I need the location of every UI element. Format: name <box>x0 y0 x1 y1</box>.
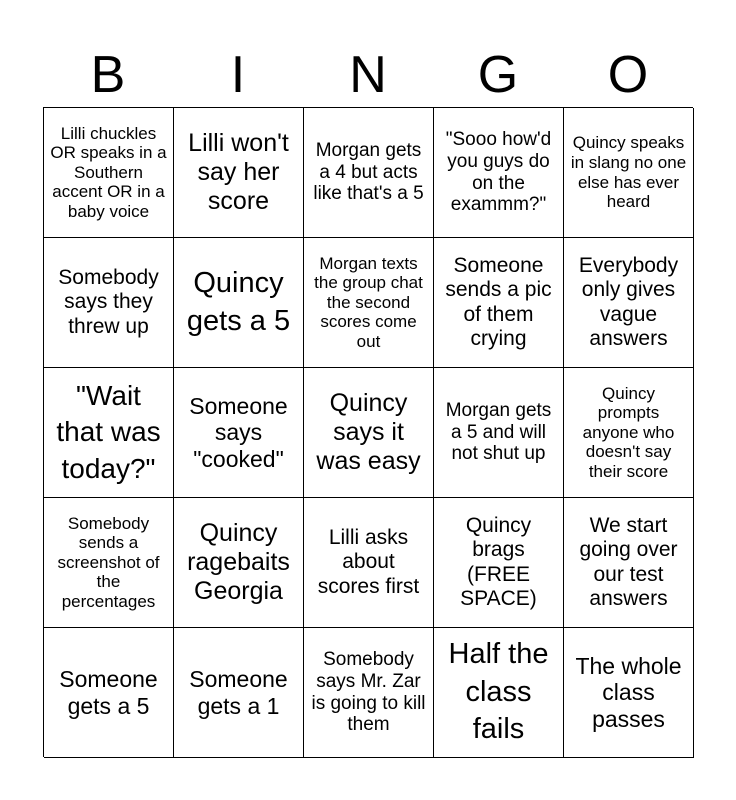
bingo-cell[interactable]: Somebody sends a screenshot of the percentages <box>44 498 174 628</box>
header-letter-b: B <box>90 46 126 104</box>
bingo-cell[interactable]: The whole class passes <box>564 628 694 758</box>
header-letter-o: O <box>607 46 649 104</box>
bingo-cell[interactable]: Somebody says they threw up <box>44 238 174 368</box>
bingo-cell[interactable]: Lilli asks about scores first <box>304 498 434 628</box>
bingo-cell[interactable]: Morgan texts the group chat the second scores come out <box>304 238 434 368</box>
bingo-cell[interactable]: Somebody says Mr. Zar is going to kill them <box>304 628 434 758</box>
bingo-cell[interactable]: Someone gets a 1 <box>174 628 304 758</box>
bingo-cell[interactable]: Everybody only gives vague answers <box>564 238 694 368</box>
bingo-cell[interactable]: We start going over our test answers <box>564 498 694 628</box>
header-letter-g: G <box>477 46 519 104</box>
bingo-cell[interactable]: Quincy gets a 5 <box>174 238 304 368</box>
bingo-cell[interactable]: Quincy speaks in slang no one else has ever heard <box>564 108 694 238</box>
bingo-cell[interactable]: Someone sends a pic of them crying <box>434 238 564 368</box>
header-letter-n: N <box>349 46 387 104</box>
bingo-cell[interactable]: Quincy ragebaits Georgia <box>174 498 304 628</box>
bingo-cell[interactable]: Someone says "cooked" <box>174 368 304 498</box>
bingo-cell[interactable]: Morgan gets a 5 and will not shut up <box>434 368 564 498</box>
bingo-board <box>43 107 693 757</box>
bingo-cell[interactable]: Morgan gets a 4 but acts like that's a 5 <box>304 108 434 238</box>
bingo-cell[interactable]: Half the class fails <box>434 628 564 758</box>
bingo-cell[interactable]: "Sooo how'd you guys do on the exammm?" <box>434 108 564 238</box>
bingo-header <box>43 44 693 106</box>
bingo-cell free-space[interactable]: Quincy brags (FREE SPACE) <box>434 498 564 628</box>
bingo-cell[interactable]: Someone gets a 5 <box>44 628 174 758</box>
bingo-cell[interactable]: "Wait that was today?" <box>44 368 174 498</box>
bingo-cell[interactable]: Lilli chuckles OR speaks in a Southern accent OR in a baby voice <box>44 108 174 238</box>
bingo-cell[interactable]: Lilli won't say her score <box>174 108 304 238</box>
bingo-cell[interactable]: Quincy prompts anyone who doesn't say their score <box>564 368 694 498</box>
bingo-cell[interactable]: Quincy says it was easy <box>304 368 434 498</box>
header-letter-i: I <box>230 46 246 104</box>
